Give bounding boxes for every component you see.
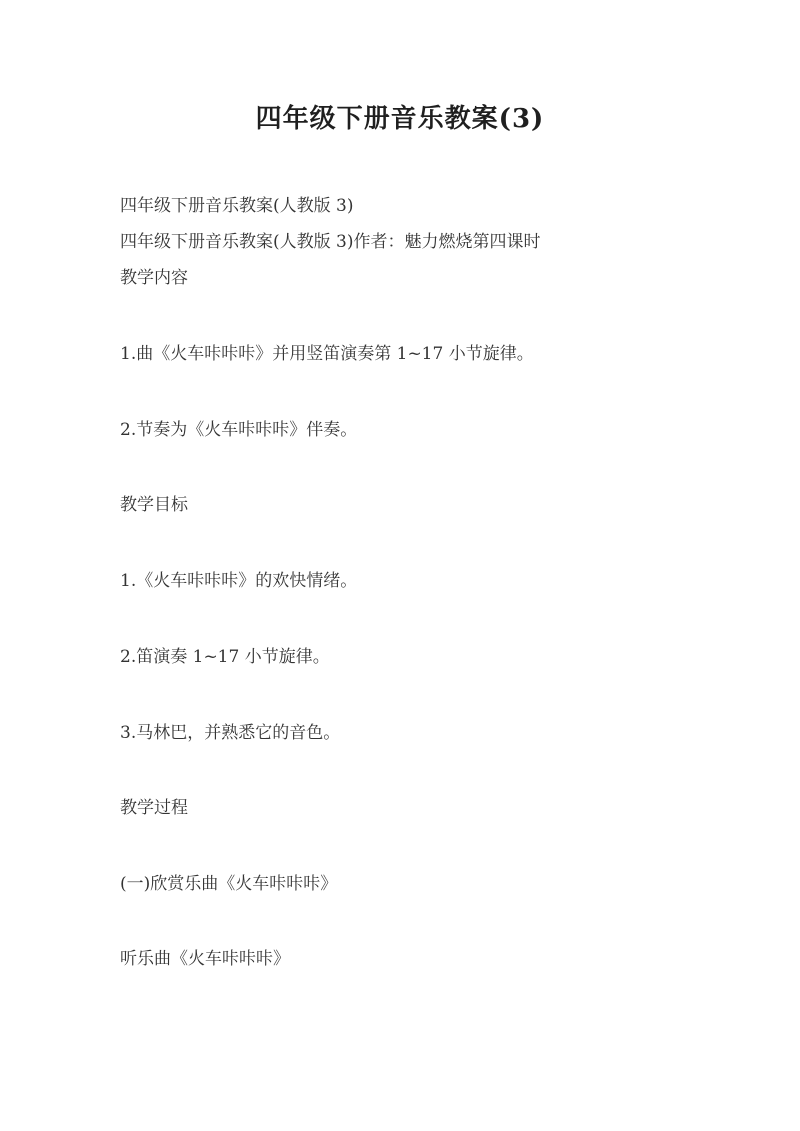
intro-line-2: 四年级下册音乐教案(人教版 3)作者：魅力燃烧第四课时: [120, 232, 541, 252]
document-title: 四年级下册音乐教案(3): [255, 104, 545, 134]
process-item-2: 听乐曲《火车咔咔咔》: [120, 949, 290, 969]
content-item-1: 1.曲《火车咔咔咔》并用竖笛演奏第 1~17 小节旋律。: [120, 344, 534, 364]
objective-item-1: 1.《火车咔咔咔》的欢快情绪。: [120, 571, 358, 591]
process-item-1: (一)欣赏乐曲《火车咔咔咔》: [120, 874, 338, 894]
objectives-heading: 教学目标: [120, 495, 188, 515]
content-item-2: 2.节奏为《火车咔咔咔》伴奏。: [120, 420, 358, 440]
objective-item-2: 2.笛演奏 1~17 小节旋律。: [120, 647, 330, 667]
objective-item-3: 3.马林巴，并熟悉它的音色。: [120, 723, 341, 743]
intro-line-1: 四年级下册音乐教案(人教版 3): [120, 196, 354, 216]
content-heading: 教学内容: [120, 268, 188, 288]
process-heading: 教学过程: [120, 798, 188, 818]
